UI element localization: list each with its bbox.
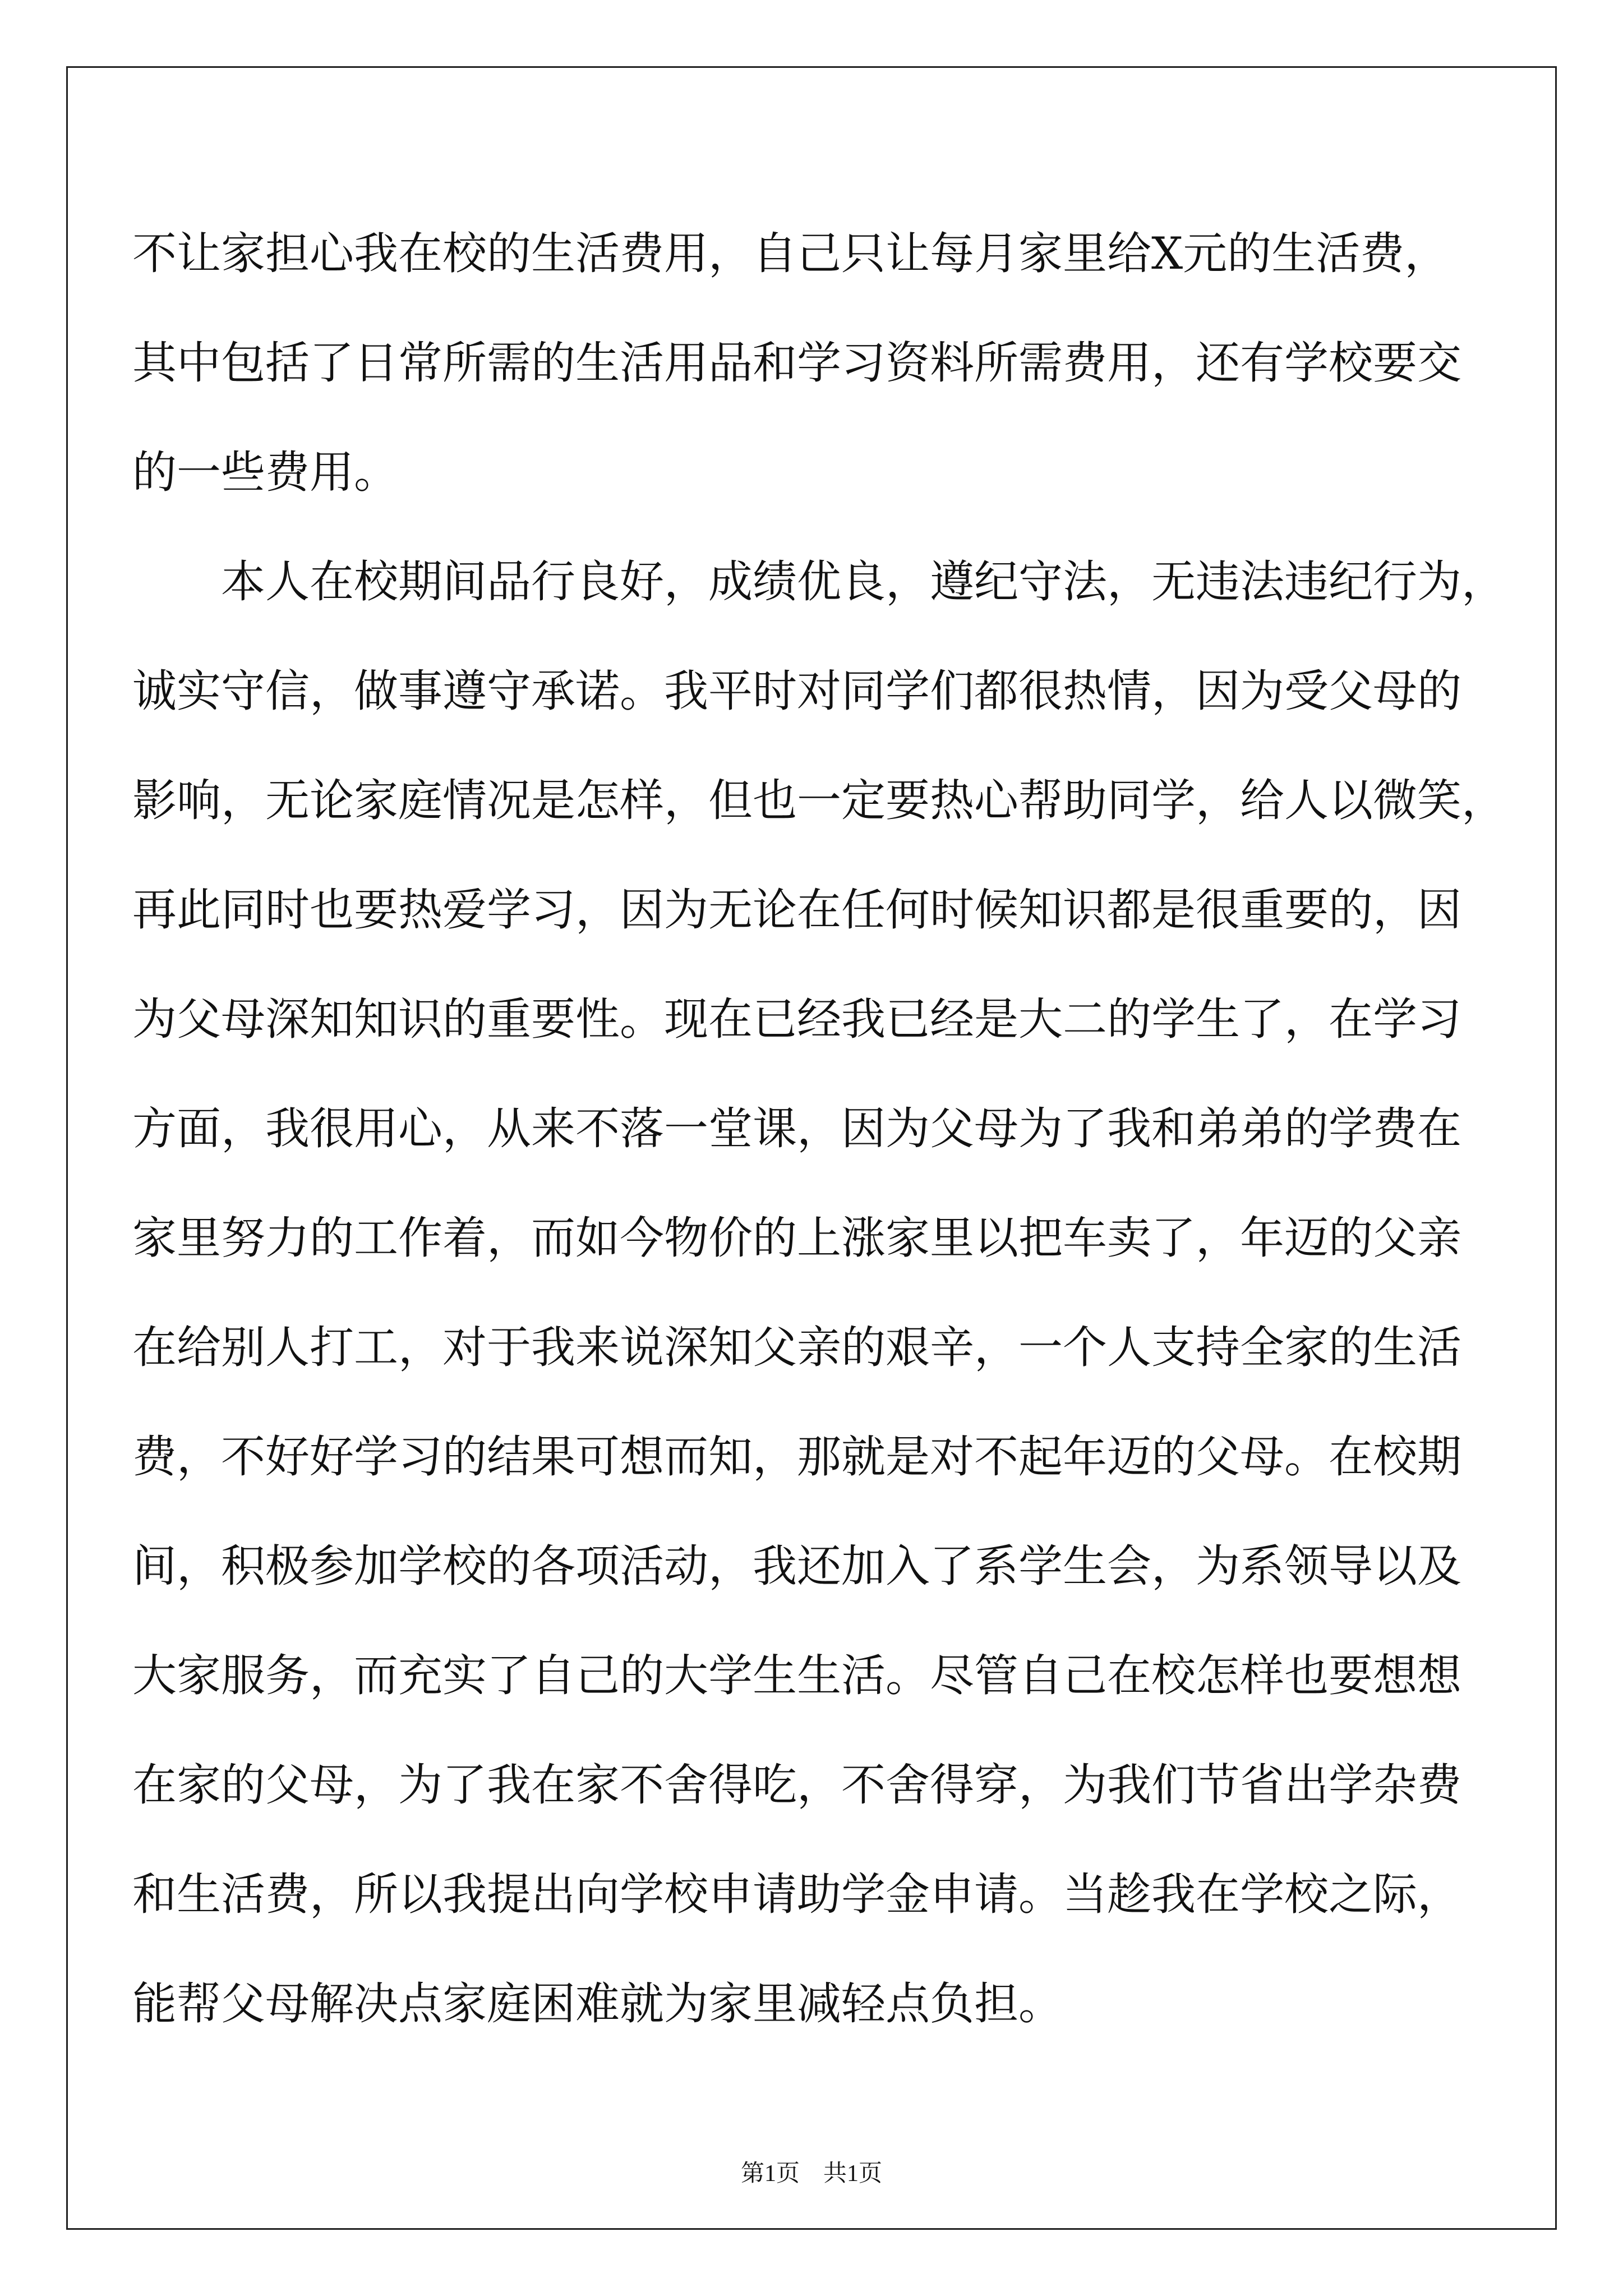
body-line-paragraph-start: 本人在校期间品行良好，成绩优良，遵纪守法，无违法违纪行为， bbox=[221, 556, 1506, 608]
body-line: 大家服务，而充实了自己的大学生生活。尽管自己在校怎样也要想想 bbox=[132, 1650, 1461, 1701]
body-line: 家里努力的工作着，而如今物价的上涨家里以把车卖了，年迈的父亲 bbox=[132, 1212, 1461, 1264]
body-line: 不让家担心我在校的生活费用，自己只让每月家里给X元的生活费， bbox=[132, 228, 1449, 279]
document-body bbox=[132, 199, 1506, 2059]
body-line: 影响，无论家庭情况是怎样，但也一定要热心帮助同学，给人以微笑， bbox=[132, 775, 1506, 826]
body-line: 为父母深知知识的重要性。现在已经我已经是大二的学生了，在学习 bbox=[132, 993, 1461, 1045]
body-line: 在给别人打工，对于我来说深知父亲的艰辛，一个人支持全家的生活 bbox=[132, 1322, 1461, 1373]
body-line: 在家的父母，为了我在家不舍得吃，不舍得穿，为我们节省出学杂费 bbox=[132, 1759, 1461, 1811]
body-line: 再此同时也要热爱学习，因为无论在任何时候知识都是很重要的，因 bbox=[132, 884, 1461, 936]
body-line: 的一些费用。 bbox=[132, 447, 398, 498]
body-line: 能帮父母解决点家庭困难就为家里减轻点负担。 bbox=[132, 1978, 1063, 2030]
body-line: 和生活费，所以我提出向学校申请助学金申请。当趁我在学校之际， bbox=[132, 1869, 1461, 1920]
body-line: 间，积极参加学校的各项活动，我还加入了系学生会，为系领导以及 bbox=[132, 1540, 1461, 1592]
body-line: 方面，我很用心，从来不落一堂课，因为父母为了我和弟弟的学费在 bbox=[132, 1103, 1461, 1154]
body-line: 诚实守信，做事遵守承诺。我平时对同学们都很热情，因为受父母的 bbox=[132, 665, 1461, 717]
body-line: 费，不好好学习的结果可想而知，那就是对不起年迈的父母。在校期 bbox=[132, 1431, 1461, 1483]
body-line: 其中包括了日常所需的生活用品和学习资料所需费用，还有学校要交 bbox=[132, 337, 1461, 389]
page-number-footer: 第1页 共1页 bbox=[740, 2161, 882, 2187]
